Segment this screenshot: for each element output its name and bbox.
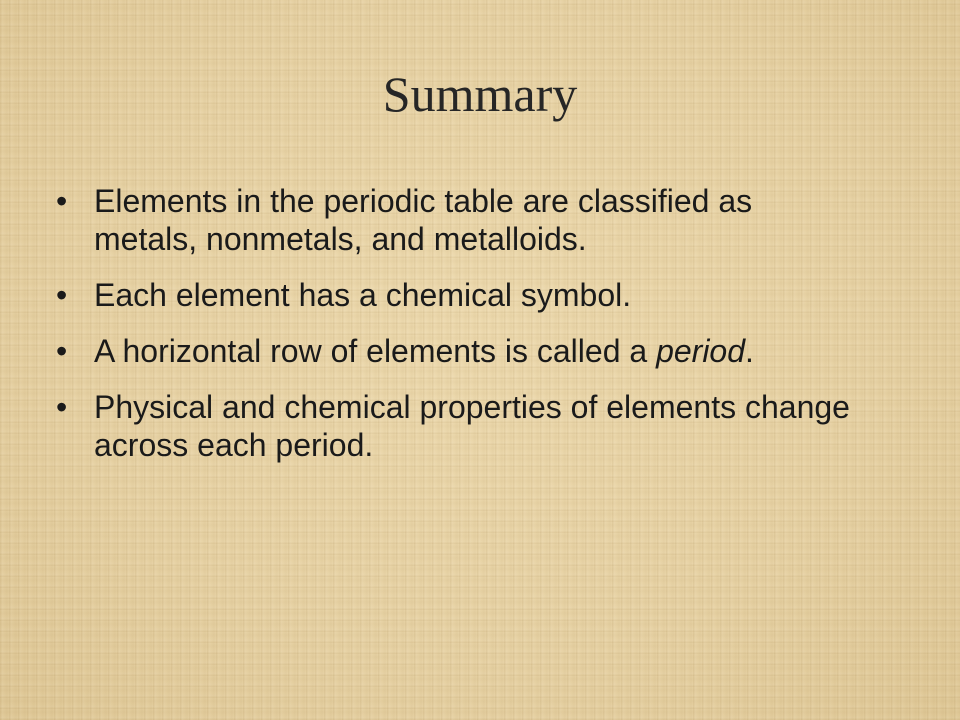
bullet-text: Each element has a chemical symbol. [94,277,632,313]
bullet-item [56,388,856,464]
bullet-marker: • [56,277,68,313]
bullet-item [56,276,856,314]
slide-title: Summary [382,66,578,122]
bullet-item [56,182,856,258]
bullet-text [94,333,754,369]
bullet-marker: • [56,183,68,219]
bullet-item [56,332,856,370]
bullet-text-before: A horizontal row of elements is called a [94,333,657,369]
bullet-list [56,182,856,464]
bullet-marker: • [56,389,68,425]
bullet-text-italic: period [656,333,746,369]
bullet-text: Elements in the periodic table are classified as metals, nonmetals, and metalloids. [94,183,753,257]
bullet-text-after: . [745,333,754,369]
bullet-marker: • [56,333,68,369]
bullet-text: Physical and chemical properties of elements change across each period. [94,389,850,463]
